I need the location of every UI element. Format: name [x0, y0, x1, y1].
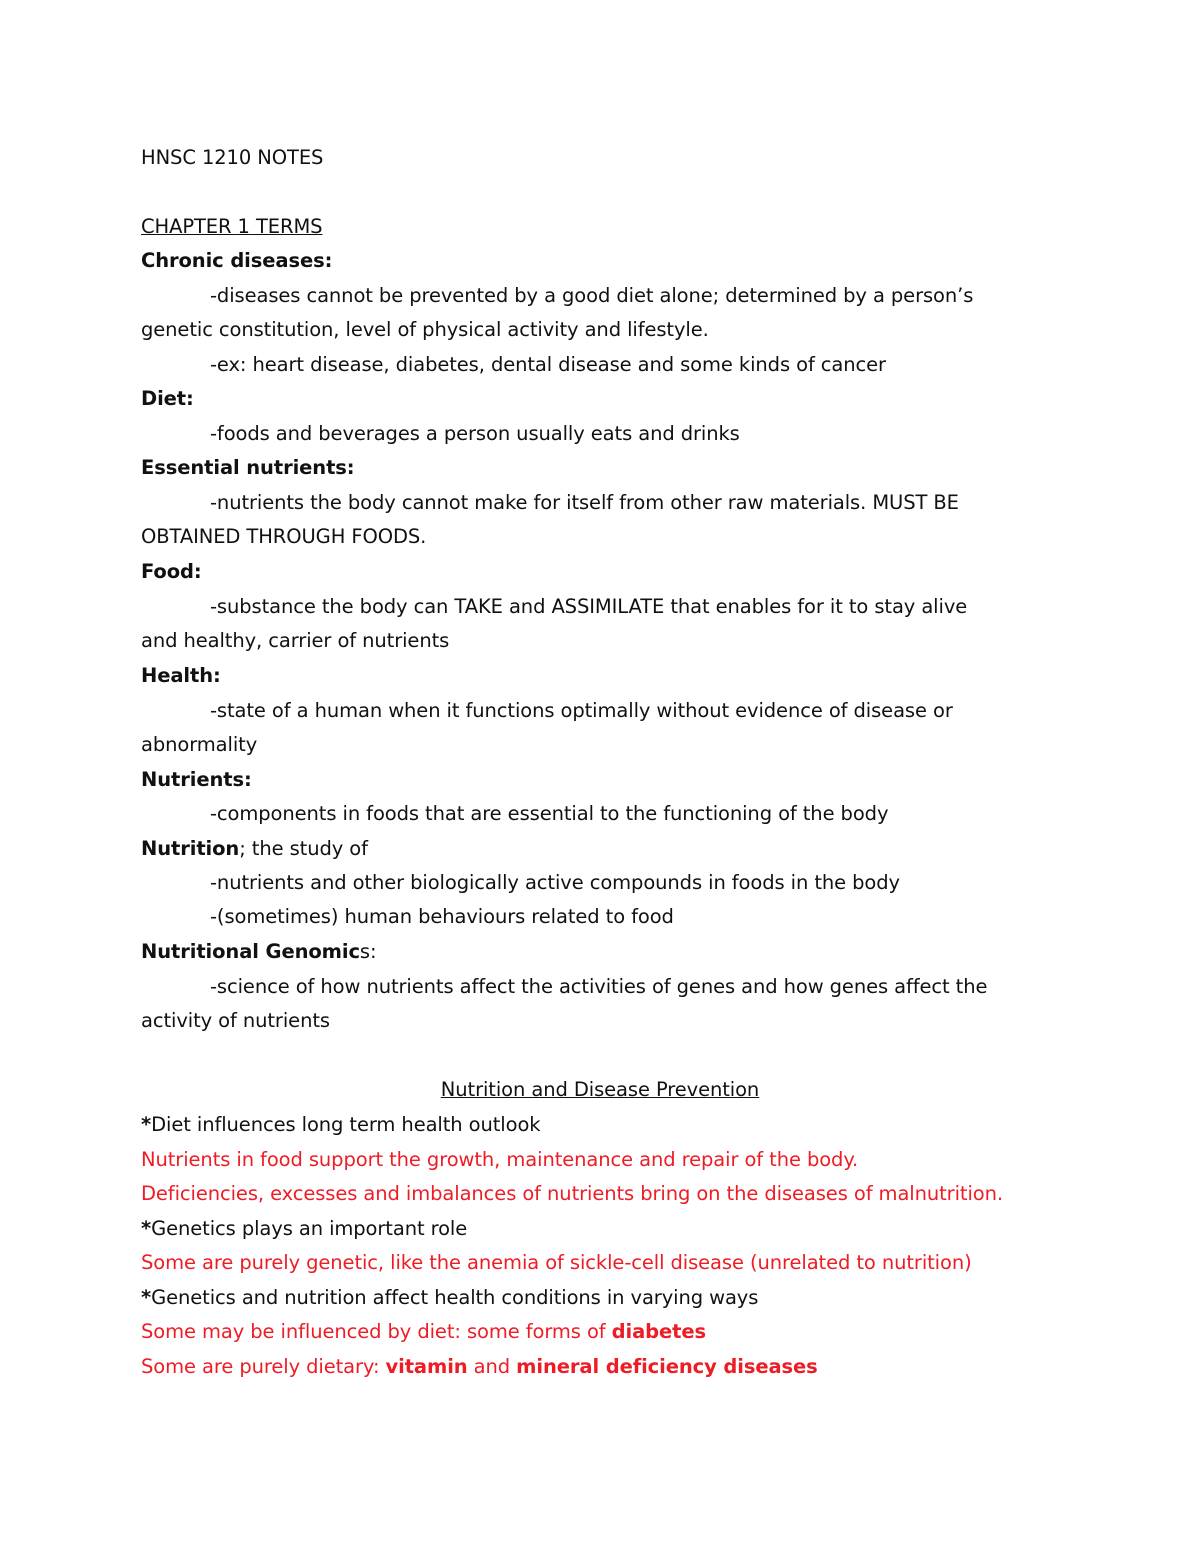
document-title: HNSC 1210 NOTES [141, 146, 324, 169]
definition-line: -foods and beverages a person usually eats and drinks [210, 422, 740, 445]
red-note-bold: diabetes [611, 1320, 706, 1343]
definition-line: and healthy, carrier of nutrients [141, 629, 450, 652]
definition-line: -substance the body can TAKE and ASSIMILATE that enables for it to stay alive [210, 595, 968, 618]
term-health: Health: [141, 664, 221, 687]
definition-line: -science of how nutrients affect the activities of genes and how genes affect the [210, 975, 988, 998]
definition-line: -diseases cannot be prevented by a good diet alone; determined by a person’s [210, 284, 974, 307]
term-nutrition: Nutrition [141, 837, 240, 860]
term-nutritional-genomics-line [141, 937, 376, 967]
bullet-line [141, 1283, 758, 1313]
bullet-text: Diet influences long term health outlook [151, 1113, 541, 1136]
bullet-line [141, 1214, 467, 1244]
definition-line: abnormality [141, 733, 258, 756]
red-note-text: and [467, 1355, 517, 1378]
red-note-text: Some are purely dietary: [141, 1355, 386, 1378]
definition-line: -components in foods that are essential to the functioning of the body [210, 802, 889, 825]
definition-line: -(sometimes) human behaviours related to food [210, 905, 674, 928]
red-note-bold: mineral deficiency diseases [516, 1355, 818, 1378]
term-nutritional-genomics: Nutritional Genomic [141, 940, 360, 963]
term-nutrients: Nutrients: [141, 768, 252, 791]
term-nutrition-line [141, 834, 368, 864]
asterisk-marker: * [141, 1113, 152, 1136]
definition-line: -ex: heart disease, diabetes, dental disease and some kinds of cancer [210, 353, 886, 376]
definition-line: genetic constitution, level of physical activity and lifestyle. [141, 318, 709, 341]
red-note-line [141, 1317, 706, 1347]
definition-line: activity of nutrients [141, 1009, 330, 1032]
bullet-text: Genetics plays an important role [151, 1217, 468, 1240]
term-diet: Diet: [141, 387, 194, 410]
definition-line: -state of a human when it functions optimally without evidence of disease or [210, 699, 953, 722]
term-food: Food: [141, 560, 202, 583]
red-note-text: Some may be influenced by diet: some forms of [141, 1320, 612, 1343]
chapter-heading: CHAPTER 1 TERMS [141, 215, 323, 238]
term-chronic-diseases: Chronic diseases: [141, 249, 333, 272]
red-note-line [141, 1352, 818, 1382]
term-essential-nutrients: Essential nutrients: [141, 456, 355, 479]
term-nutrition-suffix: ; the study of [239, 837, 368, 860]
definition-line: OBTAINED THROUGH FOODS. [141, 525, 427, 548]
red-note-line: Deficiencies, excesses and imbalances of nutrients bring on the diseases of malnutrition. [141, 1182, 1003, 1205]
definition-line: -nutrients and other biologically active compounds in foods in the body [210, 871, 900, 894]
asterisk-marker: * [141, 1286, 152, 1309]
bullet-text: Genetics and nutrition affect health conditions in varying ways [151, 1286, 759, 1309]
section-heading: Nutrition and Disease Prevention [440, 1078, 760, 1101]
red-note-line: Nutrients in food support the growth, maintenance and repair of the body. [141, 1148, 859, 1171]
asterisk-marker: * [141, 1217, 152, 1240]
definition-line: -nutrients the body cannot make for itself from other raw materials. MUST BE [210, 491, 959, 514]
bullet-line [141, 1110, 540, 1140]
red-note-line: Some are purely genetic, like the anemia of sickle-cell disease (unrelated to nutrition) [141, 1251, 972, 1274]
red-note-bold: vitamin [385, 1355, 468, 1378]
term-nutritional-genomics-tail: s: [359, 940, 377, 963]
